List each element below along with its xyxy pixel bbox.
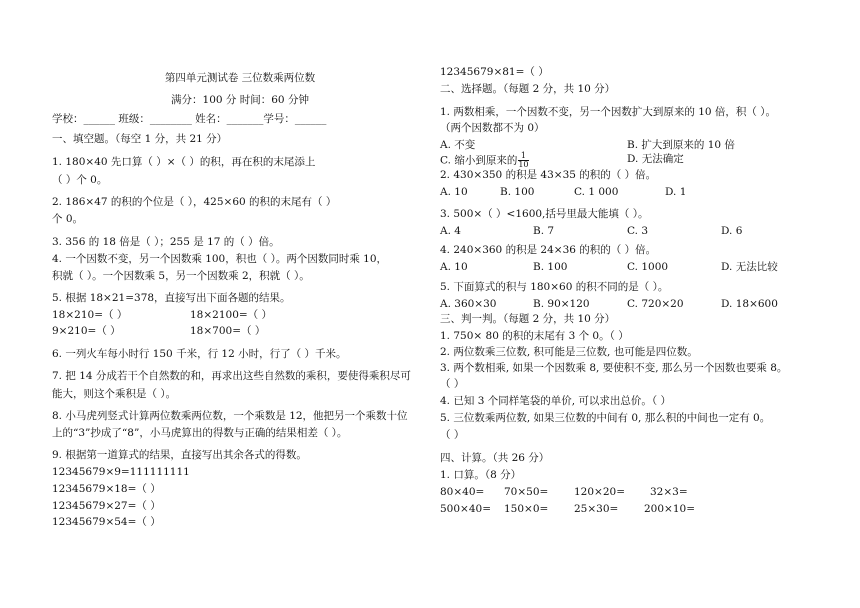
- choice-q1-option-c-text: C. 缩小到原来的: [440, 154, 518, 167]
- page-title: 第四单元测试卷 三位数乘两位数: [164, 72, 316, 84]
- fill-q5: 5. 根据 18×21=378，直接写出下面各题的结果。: [52, 292, 291, 304]
- choice-q4: 4. 240×360 的积是 24×36 的积的（ ）倍。: [440, 244, 657, 256]
- fill-q7-line1: 7. 把 14 分成若干个自然数的和，再求出这些自然数的乘积，要使得乘积尽可: [52, 370, 411, 382]
- fill-q5-r1a: 18×210=（ ）: [52, 309, 128, 321]
- choice-q2: 2. 430×350 的积是 43×35 的积的（ ）倍。: [440, 169, 657, 181]
- choice-q1-line2: （两个因数都不为 0）: [440, 122, 545, 134]
- fill-q1-line2: （ ）个 0。: [52, 174, 108, 186]
- fill-q9-l4: 12345679×54=（ ）: [52, 516, 161, 528]
- judge-q2: 2. 两位数乘三位数, 积可能是三位数, 也可能是四位数。: [440, 346, 698, 358]
- choice-q3: 3. 500×（ ）<1600,括号里最大能填（ ）。: [440, 208, 649, 220]
- fill-q2-line2: 个 0。: [52, 213, 84, 225]
- choice-q2-option-a: A. 10: [440, 186, 468, 198]
- choice-q2-option-d: D. 1: [665, 186, 687, 198]
- fill-q9-l3: 12345679×27=（ ）: [52, 500, 161, 512]
- choice-q1-option-b: B. 扩大到原来的 10 倍: [627, 139, 735, 151]
- fraction-one-tenth: $\frac{1}{10}$: [518, 151, 529, 169]
- choice-q5-option-b: B. 90×120: [533, 298, 590, 310]
- choice-q5-option-d: D. 18×600: [721, 298, 778, 310]
- fill-q8-line2: 上的“3”抄成了“8”，小马虎算出的得数与正确的结果相差（ ）。: [52, 427, 348, 439]
- choice-q4-option-a: A. 10: [440, 261, 468, 273]
- exam-meta: 满分：100 分 时间：60 分钟: [171, 94, 309, 106]
- choice-q2-option-c: C. 1 000: [574, 186, 619, 198]
- fill-q8-line1: 8. 小马虎列竖式计算两位数乘两位数，一个乘数是 12，他把另一个乘数十位: [52, 410, 408, 422]
- choice-q4-option-b: B. 100: [533, 261, 568, 273]
- choice-q5: 5. 下面算式的积与 180×60 的积不同的是（ ）。: [440, 281, 669, 293]
- student-info: 学校：______ 班级：________ 姓名：_______学号：______: [52, 113, 327, 125]
- judge-q5-line2: （ ）: [440, 429, 465, 441]
- judge-q1: 1. 750× 80 的积的末尾有 3 个 0。（ ）: [440, 330, 629, 342]
- choice-q2-option-b: B. 100: [500, 186, 535, 198]
- calc-item: 70×50=: [504, 486, 549, 498]
- judge-heading: 三、判一判。（每题 2 分，共 10 分）: [440, 313, 616, 325]
- choice-q5-option-a: A. 360×30: [440, 298, 497, 310]
- fill-q4-line2: 积就（ ）。一个因数乘 5，另一个因数乘 2，积就（ ）。: [52, 270, 310, 282]
- judge-q4: 4. 已知 3 个同样笔袋的单价, 可以求出总价。（ ）: [440, 395, 671, 407]
- choice-q3-option-c: C. 3: [627, 225, 649, 237]
- choice-q3-option-a: A. 4: [440, 225, 461, 237]
- calc-item: 120×20=: [574, 486, 625, 498]
- fill-q9: 9. 根据第一道算式的结果，直接写出其余各式的得数。: [52, 449, 307, 461]
- judge-q3-line2: （ ）: [440, 378, 465, 390]
- fill-q6: 6. 一列火车每小时行 150 千米，行 12 小时，行了（ ）千米。: [52, 348, 347, 360]
- calc-item: 25×30=: [574, 503, 619, 515]
- choice-q1-line1: 1. 两数相乘，一个因数不变，另一个因数扩大到原来的 10 倍，积（ ）。: [440, 106, 776, 118]
- fill-q9-l2: 12345679×18=（ ）: [52, 483, 161, 495]
- choice-q4-option-c: C. 1000: [627, 261, 669, 273]
- fill-q7-line2: 能大，则这个乘积是（ ）。: [52, 388, 177, 400]
- choice-q4-option-d: D. 无法比较: [721, 261, 778, 273]
- fill-q1-line1: 1. 180×40 先口算（ ）×（ ）的积，再在积的末尾添上: [52, 156, 316, 168]
- choice-q3-option-b: B. 7: [533, 225, 555, 237]
- fill-heading: 一、填空题。（每空 1 分，共 21 分）: [52, 133, 228, 145]
- judge-q5-line1: 5. 三位数乘两位数, 如果三位数的中间有 0, 那么积的中间也一定有 0。: [440, 412, 771, 424]
- fill-q9-l1: 12345679×9=111111111: [52, 466, 190, 478]
- fill-q2-line1: 2. 186×47 的积的个位是（ ），425×60 的积的末尾有（ ）: [52, 196, 337, 208]
- choice-q1-option-a: A. 不变: [440, 139, 476, 151]
- judge-q3-line1: 3. 两个数相乘, 如果一个因数乘 8, 要使积不变, 那么另一个因数也要乘 8。: [440, 362, 788, 374]
- fill-q5-r2a: 9×210=（ ）: [52, 325, 121, 337]
- calc-sub1: 1. 口算。（8 分）: [440, 469, 522, 481]
- fill-q3: 3. 356 的 18 倍是（ ）；255 是 17 的（ ）倍。: [52, 236, 280, 248]
- choice-q1-option-d: D. 无法确定: [627, 153, 684, 165]
- calc-item: 80×40=: [440, 486, 485, 498]
- fill-q5-r2b: 18×700=（ ）: [190, 325, 266, 337]
- fill-q9-l5: 12345679×81=（ ）: [440, 66, 549, 78]
- choice-heading: 二、选择题。（每题 2 分，共 10 分）: [440, 83, 616, 95]
- calc-heading: 四、计算。（共 26 分）: [440, 452, 550, 464]
- choice-q1-option-c: [440, 152, 530, 169]
- fill-q5-r1b: 18×2100=（ ）: [190, 309, 273, 321]
- calc-item: 200×10=: [644, 503, 695, 515]
- calc-item: 500×40=: [440, 503, 491, 515]
- choice-q3-option-d: D. 6: [721, 225, 743, 237]
- calc-item: 150×0=: [504, 503, 549, 515]
- fill-q4-line1: 4. 一个因数不变，另一个因数乘 100，积也（ ）。两个因数同时乘 10，: [52, 253, 388, 265]
- choice-q5-option-c: C. 720×20: [627, 298, 684, 310]
- calc-item: 32×3=: [650, 486, 688, 498]
